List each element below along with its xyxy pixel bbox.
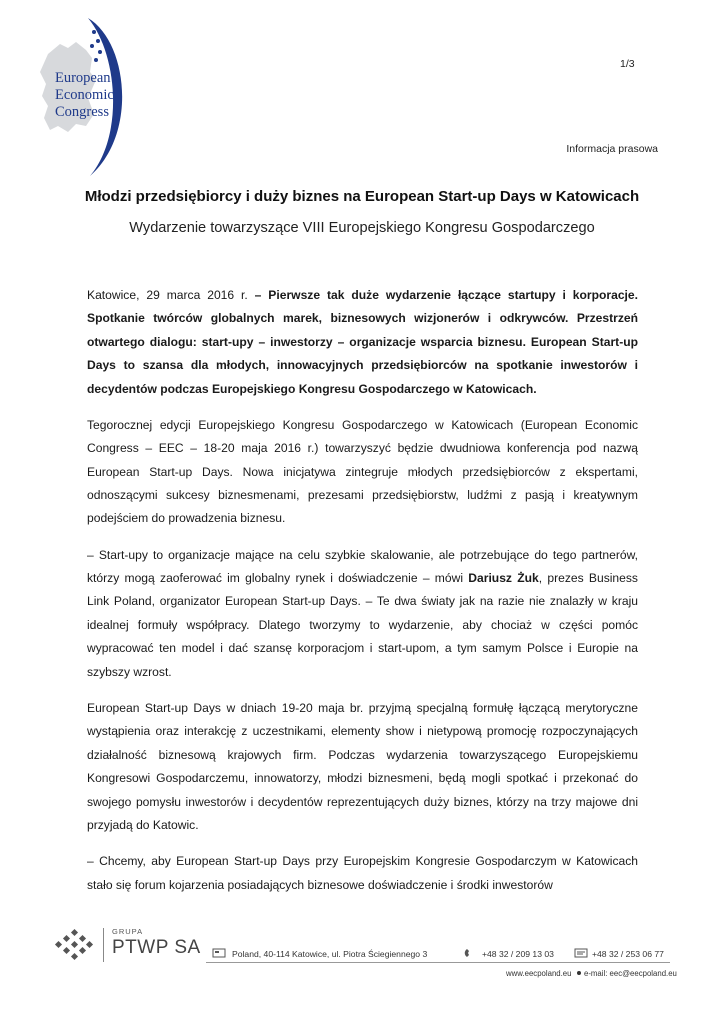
website-link[interactable]: www.eecpoland.eu	[506, 969, 572, 978]
address-text: Poland, 40-114 Katowice, ul. Piotra Ściegiennego 3	[232, 949, 428, 959]
ptwp-brand: PTWP SA	[112, 937, 201, 958]
footer	[0, 920, 724, 1024]
phone-icon	[463, 948, 477, 958]
document-subtitle: Wydarzenie towarzyszące VIII Europejskiego Kongresu Gospodarczego	[129, 220, 595, 236]
fax-icon	[574, 948, 588, 958]
logo-line-1: European	[55, 70, 111, 86]
fax-number: +48 32 / 253 06 77	[592, 949, 664, 959]
phone-number: +48 32 / 209 13 03	[482, 949, 554, 959]
footer-line	[206, 962, 670, 963]
paragraph-4: – Chcemy, aby European Start-up Days przy Europejskim Kongresie Gospodarczym w Katowicach stało się forum kojarzenia posiadających biznesowe doświadczenie i środki inwestorów	[87, 854, 638, 892]
logo-line-2: Economic	[55, 87, 114, 103]
paragraph-2-start: – Start-upy to organizacje mające na celu szybkie skalowanie, ale potrzebujące do tego partnerów, którzy mogą zaoferować im globalny rynek i doświadczenie – mówi	[87, 547, 638, 586]
logo-text	[55, 70, 125, 121]
ptwp-dots-logo-icon	[52, 926, 94, 966]
address-icon	[212, 948, 226, 958]
email-link[interactable]: e-mail: eec@eecpoland.eu	[584, 969, 677, 978]
lead-bold: – Pierwsze tak duże wydarzenie łączące startupy i korporacje. Spotkanie twórców globalnych marek, biznesowych wizjonerów i odkrywców. Przestrzeń otwartego dialogu: start-upy – inwestorzy – organizacje wsparcia biznesu. European Start-up Days to szansa dla młodych, innowacyjnych przedsiębiorców na spotkanie inwestorów i decydentów podczas Europejskiego Kongresu Gospodarczego w Katowicach.	[87, 288, 638, 396]
lead-paragraph	[87, 284, 638, 401]
paragraph-2-end: , prezes Business Link Poland, organizator European Start-up Days. – Te dwa światy jak na razie nie znalazły w kraju idealnej formuły współpracy. Dlatego tworzymy to wydarzenie, aby chociaż w części pomóc wypracować ten model i dać szansę korporacjom i start-upom, a tym samym Polsce i Europie na szybszy wzrost.	[87, 571, 638, 679]
dateline: Katowice, 29 marca 2016 r.	[87, 288, 255, 302]
logo-line-3: Congress	[55, 104, 109, 120]
document-body	[87, 284, 638, 910]
document-title: Młodzi przedsiębiorcy i duży biznes na European Start-up Days w Katowicach	[84, 188, 640, 205]
grupa-label: GRUPA	[112, 927, 144, 936]
page-number: 1/3	[620, 58, 635, 70]
bullet-dot	[577, 971, 581, 975]
speaker-name: Dariusz Żuk	[468, 571, 539, 586]
paragraph-3: European Start-up Days w dniach 19-20 maja br. przyjmą specjalną formułę łączącą merytoryczne wystąpienia oraz interakcję z uczestnikami, elementy show i nietypową promocję rozpoczynających działalność biznesową krajowych firm. Podczas wydarzenia towarzyszącego Europejskiemu Kongresowi Gospodarczemu, innowatorzy, młodzi biznesmeni, będą mogli spotkać i przekonać do swojego pomysłu inwestorów i decydentów reprezentujących duży biznes, którzy na trzy majowe dni przyjadą do Katowic.	[87, 700, 638, 832]
press-release-label: Informacja prasowa	[566, 143, 658, 155]
footer-divider	[103, 928, 104, 962]
paragraph-1: Tegorocznej edycji Europejskiego Kongresu Gospodarczego w Katowicach (European Economic Congress – EEC – 18-20 maja 2016 r.) towarzyszyć będzie dwudniowa konferencja pod nazwą European Start-up Days. Nowa inicjatywa zintegruje młodych przedsiębiorców z ekspertami, odnoszącymi sukcesy biznesmenami, prezesami przedsiębiorstw, ludźmi z pasją i kreatywnym podejściem do prowadzenia biznesu.	[87, 417, 638, 526]
paragraph-2	[87, 544, 638, 684]
